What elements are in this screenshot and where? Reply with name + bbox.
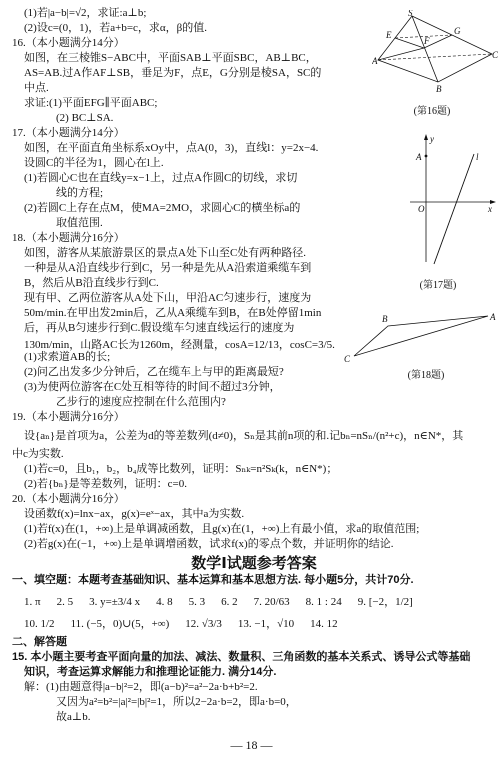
fill-answer: 12. √3/3 [185,618,222,630]
answer-section-title: 数学Ⅰ试题参考答案 [191,555,317,572]
fig16-label-a: A [372,56,378,66]
figure-16 [372,10,498,100]
text-line: B，然后从B沿直线步行到C. [24,277,159,289]
fill-answers-row-1 [12,591,496,613]
text-line: (1)若圆心C也在直线y=x−1上，过点A作圆C的切线，求切 [24,172,298,184]
figure-16-caption: (第16题) [413,106,451,117]
fig16-label-f: F [424,36,430,46]
text-line: (2) BC⊥SA. [56,112,114,124]
solution-15-intro: 15. 本小题主要考查平面向量的加法、减法、数量积、三角函数的基本关系式、诱导公式等基础 [12,651,471,663]
text-line: 50m/min.在甲出发2min后，乙从A乘缆车到B，在B处停留1min [24,307,322,319]
problems-full-width [12,350,496,725]
text-line: (2)若g(x)在(−1，+∞)上是单调增函数，试求f(x)的零点个数，并证明你的结论. [24,538,394,550]
fill-answer: 7. 20/63 [253,596,290,608]
text-line: 如图，游客从某旅游景区的景点A处下山至C处有两种路径. [24,247,307,259]
text-line: (1)若c=0，且b₁，b₂，b₄成等比数列，证明：Sₙₖ=n²Sₖ(k，n∈N*)； [24,463,338,475]
solve-heading: 二、解答题 [12,636,67,648]
fig16-label-c: C [492,50,498,60]
text-line: 中c为实数. [12,448,64,460]
fill-answer: 5. 3 [188,596,206,608]
text-line: (1)若|a−b|=√2，求证:a⊥b; [24,7,147,19]
fig16-label-b: B [436,84,442,94]
text-line: AS=AB.过A作AF⊥SB，垂足为F，点E，G分别是棱SA，SC的 [24,67,322,79]
fill-answer: 8. 1 : 24 [305,596,342,608]
text-line: 取值范围. [56,217,103,229]
page-number: — 18 — [230,738,273,752]
fig17-label-x: x [488,204,492,214]
solution-line: 又因为a²=b²=|a|²=|b|²=1，所以2−2a·b=2，即a·b=0， [56,696,297,708]
text-line: 中点. [24,82,49,94]
text-line: 乙步行的速度应控制在什么范围内? [56,396,226,408]
text-line: (2)若{bₙ}是等差数列，证明：c=0. [24,478,187,490]
figure-18-caption: (第18题) [407,370,445,381]
text-line: 现有甲、乙两位游客从A处下山，甲沿AC匀速步行，速度为 [24,292,312,304]
text-line: 求证:(1)平面EFG∥平面ABC; [24,97,158,109]
fig17-label-a: A [416,152,422,162]
problems-column [12,6,374,355]
text-line: 线的方程; [56,187,104,199]
fig17-label-l: l [476,152,479,162]
fig17-label-y: y [430,134,434,144]
solution-15-intro: 知识，考查运算求解能力和推理论证能力. 满分14分. [24,666,277,678]
text-line: 一种是从A沿直线步行到C，另一种是先从A沿索道乘缆车到 [24,262,312,274]
problem-heading-19: 19.（本小题满分16分） [12,411,125,423]
fig18-label-b: B [382,314,388,324]
text-line: (2)设c=(0，1)，若a+b=c，求α，β的值. [24,22,208,34]
problem-heading-16: 16.（本小题满分14分） [12,37,125,49]
fill-answer: 9. [−2，1/2] [357,596,413,608]
fill-answer: 3. y=±3/4 x [89,596,141,608]
text-line: (1)若f(x)在(1，+∞)上是单调减函数，且g(x)在(1，+∞)上有最小值，求a的取值范围; [24,523,420,535]
fill-answers-row-2 [12,613,496,635]
text-line: 设圆C的半径为1，圆心在l上. [24,157,164,169]
text-line: (2)若圆C上存在点M，使MA=2MO，求圆心C的横坐标a的 [24,202,301,214]
text-line: (2)问乙出发多少分钟后，乙在缆车上与甲的距离最短? [24,366,284,378]
fill-answer: 13. −1，√10 [237,618,295,630]
fig17-label-o: O [418,204,425,214]
fill-answer: 6. 2 [221,596,238,608]
text-line: 130m/min，山路AC长为1260m，经测量，cosA=12/13，cosC=3/5. [24,339,335,351]
text-line: 设函数f(x)=lnx−ax，g(x)=eˣ−ax，其中a为实数. [24,508,245,520]
text-line: 设{aₙ}是首项为a，公差为d的等差数列(d≠0)，Sₙ是其前n项的和.记bₙ=nSₙ/(n²+c)，n∈N*，其 [24,430,464,442]
text-line: 如图，在平面直角坐标系xOy中，点A(0，3)，直线l：y=2x−4. [24,142,319,154]
problem-heading-18: 18.（本小题满分16分） [12,232,125,244]
fill-answer: 11. (−5，0)∪(5，+∞) [70,618,170,630]
figure-17-caption: (第17题) [419,280,457,291]
text-line: 后，再从B匀速步行到C.假设缆车匀速直线运行的速度为 [24,322,295,334]
text-line: (1)求索道AB的长; [24,351,111,363]
fig18-label-a: A [490,312,496,322]
fill-answer: 1. π [24,596,41,608]
text-line: (3)为使两位游客在C处互相等待的时间不超过3分钟， [24,381,281,393]
fig16-label-e: E [386,30,392,40]
fig16-label-s: S [408,10,413,18]
problem-heading-20: 20.（本小题满分16分） [12,493,125,505]
figure-17 [408,130,496,270]
fill-answer: 4. 8 [156,596,173,608]
solution-line: 故a⊥b. [56,711,91,723]
fill-answer: 2. 5 [56,596,74,608]
fill-in-heading: 一、填空题：本题考查基础知识、基本运算和基本思想方法. 每小题5分，共计70分. [12,574,414,586]
fill-answer: 14. 12 [310,618,338,630]
fill-answer: 10. 1/2 [24,618,55,630]
text-line: 如图，在三棱锥S−ABC中，平面SAB⊥平面SBC，AB⊥BC， [24,52,317,64]
fig16-label-g: G [454,26,461,36]
fig18-label-c: C [344,354,351,364]
solution-line: 解：(1)由题意得|a−b|²=2，即(a−b)²=a²−2a·b+b²=2. [24,681,258,693]
problem-heading-17: 17.（本小题满分14分） [12,127,125,139]
